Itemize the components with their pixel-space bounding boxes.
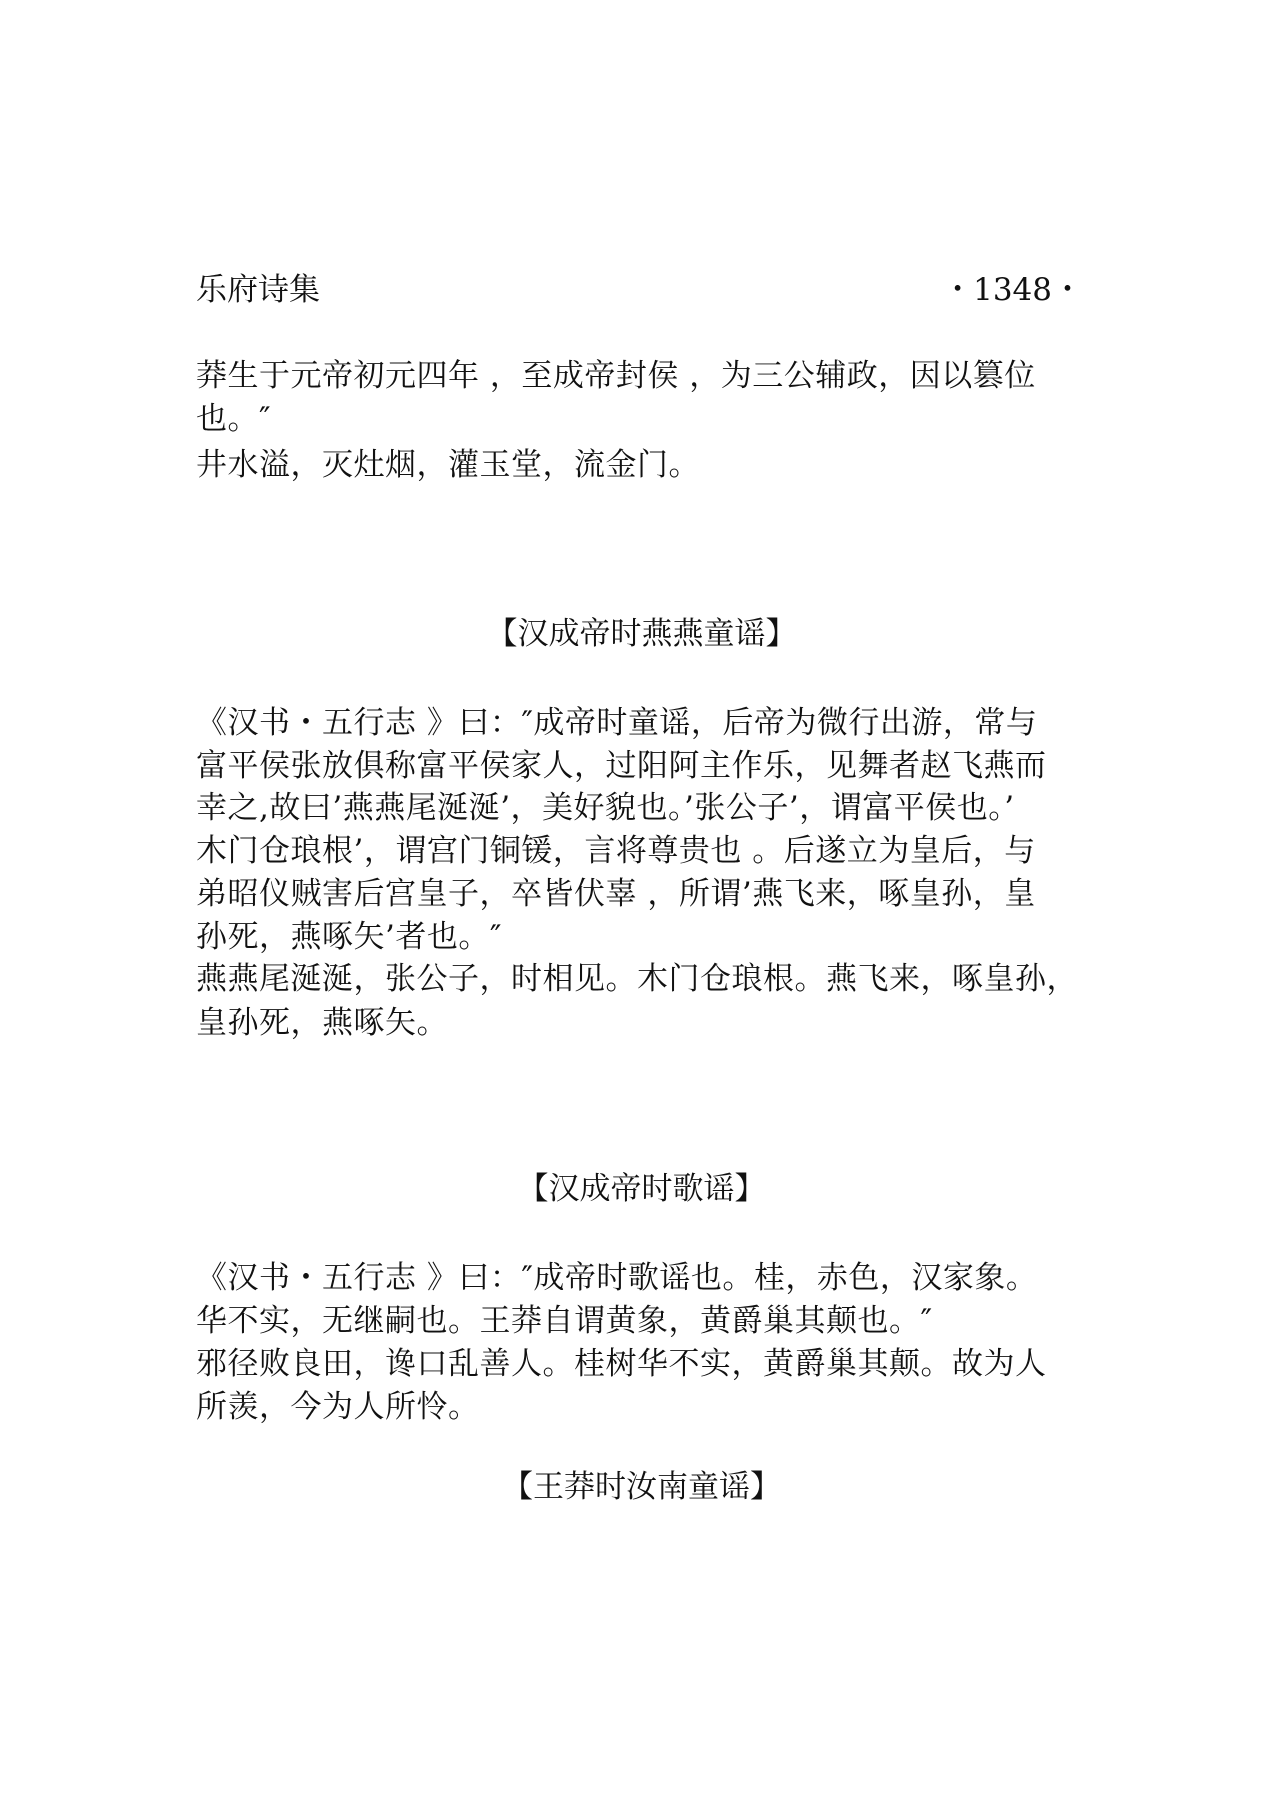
section-heading-geyao: 【汉成帝时歌谣】: [517, 1171, 766, 1207]
book-title: 乐府诗集: [196, 272, 320, 308]
section2-line-3: 邪径败良田，谗口乱善人。桂树华不实，黄爵巢其颠。故为人: [196, 1346, 1047, 1382]
section2-line-1: 《汉书・五行志 》曰：″成帝时歌谣也。桂，赤色，汉家象。: [196, 1260, 1038, 1296]
section1-line-4: 木门仓琅根’，谓宫门铜锾，言将尊贵也 。后遂立为皇后，与: [196, 833, 1036, 869]
intro-line-1: 莽生于元帝初元四年 ，至成帝封侯 ，为三公辅政，因以篡位: [196, 358, 1036, 394]
intro-line-2: 也。″: [196, 401, 272, 437]
section1-line-6: 孙死，燕啄矢’者也。″: [196, 919, 502, 955]
intro-line-3: 井水溢，灭灶烟，灌玉堂，流金门。: [196, 447, 700, 483]
section1-line-7: 燕燕尾涎涎，张公子，时相见。木门仓琅根。燕飞来，啄皇孙，: [196, 961, 1078, 997]
section-heading-runan: 【王莽时汝南童谣】: [502, 1469, 781, 1505]
section1-line-1: 《汉书・五行志 》曰：″成帝时童谣，后帝为微行出游，常与: [196, 705, 1038, 741]
section1-line-8: 皇孙死，燕啄矢。: [196, 1005, 448, 1041]
page-header: [196, 268, 1083, 312]
section-heading-yanyan: 【汉成帝时燕燕童谣】: [486, 616, 797, 652]
section1-line-2: 富平侯张放俱称富平侯家人，过阳阿主作乐，见舞者赵飞燕而: [196, 748, 1047, 784]
section2-line-4: 所羡，今为人所怜。: [196, 1389, 480, 1425]
section1-line-3: 幸之,故曰’燕燕尾涎涎’，美好貌也。’张公子’，谓富平侯也。’: [196, 790, 1015, 826]
section1-line-5: 弟昭仪贼害后宫皇子，卒皆伏辜 ，所谓’燕飞来，啄皇孙，皇: [196, 876, 1036, 912]
page-number: ・1348・: [942, 272, 1083, 308]
section2-line-2: 华不实，无继嗣也。王莽自谓黄象，黄爵巢其颠也。″: [196, 1303, 933, 1339]
